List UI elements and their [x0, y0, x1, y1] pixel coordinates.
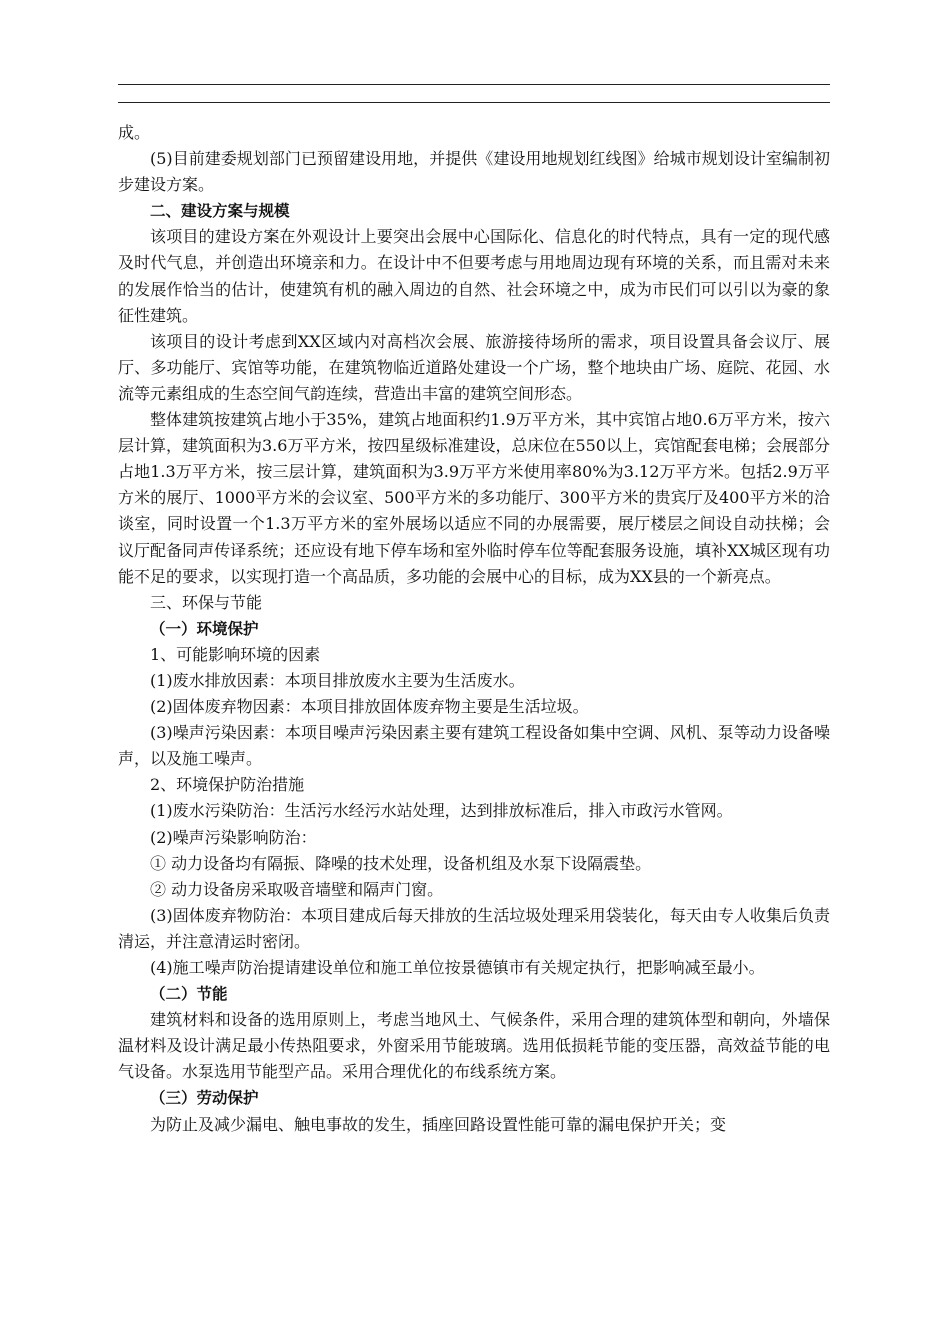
paragraph: (1)废水污染防治：生活污水经污水站处理，达到排放标准后，排入市政污水管网。 [150, 801, 733, 821]
paragraph: (3)噪声污染因素：本项目噪声污染因素主要有建筑工程设备如集中空调、风机、泵等动力设备噪声，以及施工噪声。 [118, 723, 830, 769]
paragraph: 该项目的建设方案在外观设计上要突出会展中心国际化、信息化的时代特点，具有一定的现代感及时代气息，并创造出环境亲和力。在设计中不但要考虑与用地周边现有环境的关系，而且需对未来的发展作恰当的估计，使建筑有机的融入周边的自然、社会环境之中，成为市民们可以引以为豪的象征性建筑。 [118, 227, 830, 325]
paragraph: 建筑材料和设备的选用原则上，考虑当地风土、气候条件，采用合理的建筑体型和朝向，外墙保温材料及设计满足最小传热阻要求，外窗采用节能玻璃。选用低损耗节能的变压器，高效益节能的电气设备。水泵选用节能型产品。采用合理优化的布线系统方案。 [118, 1010, 830, 1082]
document-body [118, 120, 830, 1138]
paragraph: 为防止及减少漏电、触电事故的发生，插座回路设置性能可靠的漏电保护开关；变 [150, 1114, 727, 1134]
section-heading: （三）劳动保护 [150, 1089, 259, 1108]
paragraph: (2)噪声污染影响防治： [150, 827, 317, 847]
header-rule-bottom [118, 102, 830, 103]
paragraph: 成。 [118, 123, 151, 142]
paragraph: (2)固体废弃物因素：本项目排放固体废弃物主要是生活垃圾。 [150, 697, 589, 717]
paragraph: (4)施工噪声防治提请建设单位和施工单位按景德镇市有关规定执行，把影响减至最小。 [150, 958, 765, 977]
section-heading: （一）环境保护 [150, 619, 259, 638]
paragraph: ② 动力设备房采取吸音墙壁和隔声门窗。 [150, 879, 444, 899]
paragraph: 三、环保与节能 [150, 592, 263, 612]
paragraph: ① 动力设备均有隔振、降噪的技术处理，设备机组及水泵下设隔震垫。 [150, 853, 652, 873]
section-heading: （二）节能 [150, 985, 228, 1004]
paragraph: 1、可能影响环境的因素 [150, 644, 321, 664]
paragraph: (3)固体废弃物防治：本项目建成后每天排放的生活垃圾处理采用袋装化，每天由专人收集后负责清运，并注意清运时密闭。 [118, 905, 830, 951]
paragraph: (1)废水排放因素：本项目排放废水主要为生活废水。 [150, 670, 525, 690]
paragraph: 2、环境保护防治措施 [150, 775, 305, 795]
paragraph: 整体建筑按建筑占地小于35%，建筑占地面积约1.9万平方米，其中宾馆占地0.6万平方米，按六层计算，建筑面积为3.6万平方米，按四星级标准建设，总床位在550以上，宾馆配套电梯；会展部分占地1.3万平方米，按三层计算，建筑面积为3.9万平方米使用率80%为3.12万平方米。包括2.9万平方米的展厅、1000平方米的会议室、500平方米的多功能厅、300平方米的贵宾厅及400平方米的洽谈室，同时设置一个1.3万平方米的室外展场以适应不同的办展需要，展厅楼层之间设自动扶梯；会议厅配备同声传译系统；还应设有地下停车场和室外临时停车位等配套服务设施，填补XX城区现有功能不足的要求，以实现打造一个高品质，多功能的会展中心的目标，成为XX县的一个新亮点。 [118, 410, 830, 586]
paragraph: (5)目前建委规划部门已预留建设用地，并提供《建设用地规划红线图》给城市规划设计室编制初步建设方案。 [118, 149, 830, 195]
header-rule-top [118, 84, 830, 85]
section-heading: 二、建设方案与规模 [150, 202, 290, 221]
paragraph: 该项目的设计考虑到XX区域内对高档次会展、旅游接待场所的需求，项目设置具备会议厅、展厅、多功能厅、宾馆等功能，在建筑物临近道路处建设一个广场，整个地块由广场、庭院、花园、水流等元素组成的生态空间气韵连续，营造出丰富的建筑空间形态。 [118, 331, 830, 403]
